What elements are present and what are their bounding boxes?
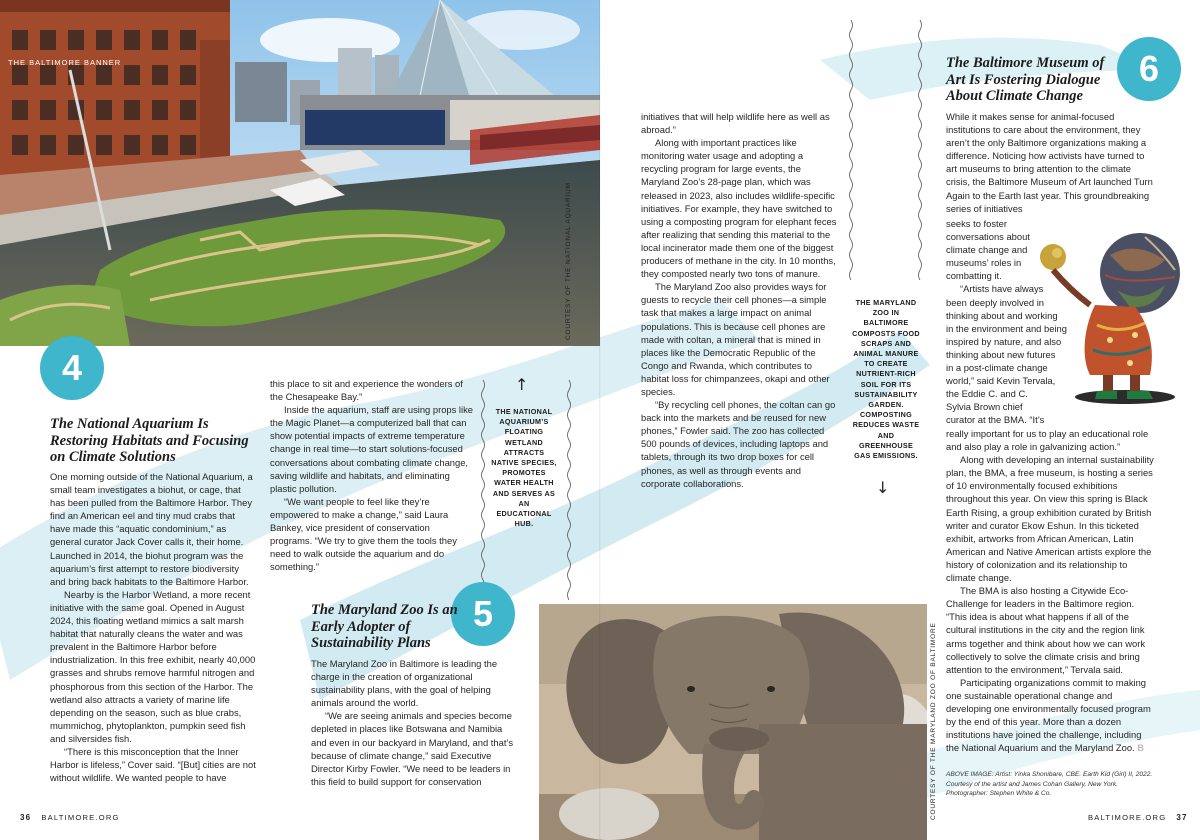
line: world,” said Kevin Tervala,	[946, 375, 1056, 387]
line: combatting it.	[946, 270, 1002, 282]
paragraph: initiatives that will help wildlife here as well as abroad.”	[641, 111, 830, 136]
section-4-badge: 4	[40, 336, 104, 400]
paragraph: Along with important practices like monitoring water usage and adopting a recycling program for large events, the Maryland Zoo’s 28-page plan, which was released in 2023, also includes wildlife-specific initiatives. For example, they have switched to using a composting program for elephant feces after realizing that sending this material to the local incinerator made them one of the biggest producers of methane in the city. In 10 months, they composted nearly two tons of manure.	[641, 137, 837, 280]
wavy-divider	[480, 380, 486, 600]
arrow-up-icon: ↑	[515, 375, 529, 394]
section-4-heading: The National Aquarium Is Restoring Habitats and Focusing on Climate Solutions	[50, 416, 249, 465]
left-folio	[20, 813, 120, 822]
line: the Eddie C. and C.	[946, 388, 1028, 400]
paragraph: Inside the aquarium, staff are using props like the Magic Planet—a computerized ball that can show potential impacts of extreme temperature change in real time—to start solutions-focused conversations about combating climate change, saving wildlife and habitats, and eliminating plastic pollution.	[270, 404, 473, 494]
paragraph-text: Participating organizations commit to making one sustainable operational change and developing one environmentally focused program by the end of this year. More than a dozen institutions have joined the challenge, including the National Aquarium and the Maryland Zoo.	[946, 676, 1151, 754]
paragraph: Along with developing an internal sustainability plan, the BMA, a free museum, is hosting a series of 10 environmentally focused exhibitions throughout this year. On view this spring is Black Earth Rising, a group exhibition curated by British writer and curator Ekow Eshun. In this ticketed exhibit, artworks from African American, Latin American and Native American artists explore the history of colonization and its relationship to climate change.	[946, 454, 1154, 584]
national-aquarium-wetland-photo	[0, 0, 600, 346]
page-number: 37	[1176, 813, 1188, 822]
line: curator at the BMA. “It’s	[946, 414, 1045, 426]
aquarium-photo-credit: COURTESY OF THE NATIONAL AQUARIUM	[565, 182, 572, 340]
paragraph: “We want people to feel like they’re empowered to make a change,” said Laura Bankey, vice president of conservation programs. “We try to give them the tools they need to walk outside the aquarium and do something.”	[270, 495, 457, 573]
right-folio	[1088, 813, 1188, 822]
wavy-divider	[566, 380, 572, 600]
wavy-divider	[917, 20, 923, 280]
arrow-down-icon: ↓	[876, 478, 890, 497]
paragraph: While it makes sense for animal-focused institutions to care about the environment, they aren’t the only Baltimore organizations making a difference. Noticing how activists have turned to art museums to bring attention to the climate crisis, the Baltimore Museum of Art launched Turn Again to the Earth last year. This groundbreaking series of initiatives	[946, 111, 1153, 214]
line: climate change and	[946, 244, 1028, 256]
end-mark: B	[1137, 742, 1145, 754]
paragraph: The Maryland Zoo also provides ways for guests to recycle their cell phones—a simple task that makes a large impact on animal populations. This is because cell phones are made with coltan, a mineral that is mined in places like the Democratic Republic of the Congo and Rwanda, which contributes to habitat loss for chimpanzees, okapi and other species.	[641, 281, 830, 397]
paragraph: “By recycling cell phones, the coltan can go back into the markets and be reused for new phones,” Fowler said. The zoo has collected 500 pounds of devices, including laptops and tablets, through its two drop boxes for cell phones, as well as through events and corporate collaborations.	[641, 399, 836, 489]
page-number: 36	[20, 813, 32, 822]
zoo-callout: THE MARYLAND ZOO IN BALTIMORE COMPOSTS FOOD SCRAPS AND ANIMAL MANURE TO CREATE NUTRIENT-RICH SOIL FOR ITS SUSTAINABILITY GARDEN. COMPOSTING REDUCES WASTE AND GREENHOUSE GAS EMISSIONS.	[852, 298, 920, 461]
aquarium-callout: THE NATIONAL AQUARIUM’S FLOATING WETLAND ATTRACTS NATIVE SPECIES, PROMOTES WATER HEALTH AND SERVES AS AN EDUCATIONAL HUB.	[491, 407, 557, 529]
section-5-heading: The Maryland Zoo Is an Early Adopter of Sustainability Plans	[311, 602, 458, 651]
page-gutter	[599, 0, 601, 840]
image-caption: ABOVE IMAGE: Artist: Yinka Shonibare, CBE. Earth Kid (Girl) II, 2022. Courtesy of the artist and James Cohan Gallery, New York. Photographer: Stephen White & Co.	[946, 771, 1153, 798]
paragraph: The Maryland Zoo in Baltimore is leading the charge in the creation of organizational sustainability plans, with the goal of helping animals around the world.	[311, 658, 498, 709]
paragraph: Nearby is the Harbor Wetland, a more recent initiative with the same goal. Opened in August 2024, this floating wetland mimics a salt marsh habitat that naturally cleans the water and was prevalent in the Baltimore Harbor before industrialization. In this free exhibit, nearly 40,000 grasses and shrubs remove harmful nitrogen and phosphorous from this section of the Harbor. The wetland also attracts a variety of marine life depending on the season, such as blue crabs, mummichog, phytoplankton, pumpkin seed fish and silversides fish.	[50, 588, 256, 744]
line: in a post-climate change	[946, 362, 1048, 374]
paragraph: “There is this misconception that the Inner Harbor is lifeless,” Cover said. “[But] cities are not without wildlife. We wanted people to have	[50, 745, 256, 784]
line: been deeply involved in	[946, 296, 1044, 308]
site-name: BALTIMORE.ORG	[41, 813, 120, 822]
section-5-badge: 5	[451, 582, 515, 646]
paragraph: this place to sit and experience the wonders of the Chesapeake Bay.”	[270, 378, 463, 403]
section-4-body	[50, 470, 257, 784]
section-6-heading: The Baltimore Museum of Art Is Fostering Dialogue About Climate Change	[946, 55, 1105, 104]
section-6-body	[946, 427, 1154, 754]
paragraph: One morning outside of the National Aquarium, a small team investigates a biohut, or cage, that has been pulled from the Baltimore Harbor. They find an American eel and tiny mud crabs that have made this “aquatic condominium,” as general curator Jack Cover calls it, their home. Launched in 2014, the biohut program was the aquarium’s first attempt to restore biodiversity and bring back habitats to the Baltimore Harbor.	[50, 471, 253, 587]
elephant-photo-credit: COURTESY OF THE MARYLAND ZOO OF BALTIMORE	[930, 622, 937, 820]
line: in the environment and being	[946, 322, 1067, 334]
line: Sylvia Brown chief	[946, 401, 1023, 413]
line: conversations about	[946, 231, 1030, 243]
section-6-badge: 6	[1117, 37, 1181, 101]
line: “Artists have always	[960, 283, 1044, 295]
paragraph: really important for us to play an educational role and also play a role in galvanizing action.”	[946, 428, 1149, 453]
line: museums’ roles in	[946, 257, 1022, 269]
line: seeks to foster	[946, 218, 1007, 229]
line: inspired by nature, and also	[946, 335, 1062, 347]
line: thinking about new futures	[946, 348, 1056, 360]
baltimore-banner-sign: THE BALTIMORE BANNER	[8, 58, 122, 67]
section-4-body-continued	[270, 377, 473, 573]
line: thinking about and working	[946, 309, 1058, 321]
earth-kid-sculpture-image	[1025, 215, 1185, 410]
paragraph: “We are seeing animals and species become depleted in places like Botswana and Namibia and even in our backyard in Maryland, and that’s because of climate change,” said Executive Director Kirby Fowler. “We need to be leaders in this field to build support for conservation	[311, 710, 514, 787]
wavy-divider	[848, 20, 854, 280]
section-5-body	[311, 657, 517, 788]
paragraph: The BMA is also hosting a Citywide Eco-Challenge for leaders in the Baltimore region. “This idea is about what happens if all of the cultural institutions in the city and the region link arms together and think about how we can work collectively to solve the climate crisis and bring attention to the environment,” Tervala said.	[946, 585, 1146, 675]
site-name: BALTIMORE.ORG	[1088, 813, 1167, 822]
paragraph	[946, 676, 1154, 755]
section-6-lead	[946, 110, 1154, 215]
zoo-body-continued	[641, 110, 841, 490]
maryland-zoo-elephant-photo	[539, 604, 927, 840]
